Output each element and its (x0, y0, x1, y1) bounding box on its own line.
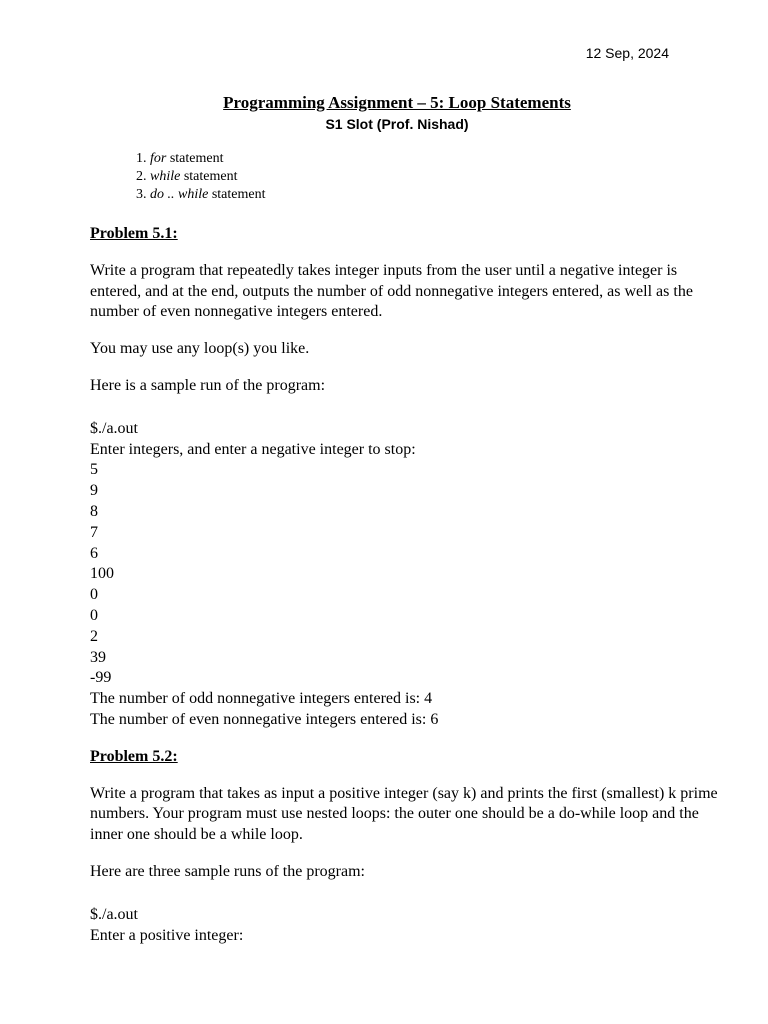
problem-2-description: Write a program that takes as input a positive integer (say k) and prints the first (smallest) k prime numbers. Your program must use nested loops: the outer one should be a do-while loop and the inner one should be a while loop. (90, 784, 718, 844)
document-date: 12 Sep, 2024 (585, 45, 669, 61)
sample-line: 100 (90, 565, 114, 583)
list-item-keyword: do .. while (150, 187, 209, 202)
list-item (136, 168, 266, 186)
list-item-text: statement (166, 151, 224, 166)
problem-1-sample-run (90, 419, 720, 731)
sample-line: Enter integers, and enter a negative integer to stop: (90, 440, 416, 458)
list-item-number: 2. (136, 169, 147, 184)
document-subtitle: S1 Slot (Prof. Nishad) (325, 116, 469, 132)
problem-2-heading: Problem 5.2: (90, 747, 178, 765)
problem-2-sample-intro: Here are three sample runs of the program: (90, 862, 365, 880)
list-item (136, 186, 266, 204)
list-item (136, 150, 266, 168)
document-title: Programming Assignment – 5: Loop Statements (223, 93, 571, 112)
sample-line: 2 (90, 627, 98, 645)
sample-line: 0 (90, 606, 98, 624)
sample-line: -99 (90, 669, 112, 687)
document-body (90, 224, 720, 946)
list-item-keyword: while (150, 169, 181, 184)
sample-line: $./a.out (90, 419, 138, 437)
list-item-number: 1. (136, 151, 147, 166)
sample-line: $./a.out (90, 905, 138, 923)
list-item-text: statement (208, 187, 266, 202)
sample-line: 0 (90, 586, 98, 604)
problem-2-sample-run (90, 905, 720, 947)
sample-line: 8 (90, 502, 98, 520)
list-item-text: statement (180, 169, 238, 184)
problem-1-sample-intro: Here is a sample run of the program: (90, 376, 326, 394)
problem-1-note: You may use any loop(s) you like. (90, 340, 310, 358)
sample-line: The number of odd nonnegative integers entered is: 4 (90, 690, 433, 708)
sample-line: 5 (90, 461, 98, 479)
list-item-number: 3. (136, 187, 147, 202)
problem-1-heading: Problem 5.1: (90, 225, 178, 242)
sample-line: 6 (90, 544, 98, 562)
loop-types-list (136, 150, 266, 204)
sample-line: The number of even nonnegative integers entered is: 6 (90, 710, 439, 728)
list-item-keyword: for (150, 151, 167, 166)
sample-line: Enter a positive integer: (90, 926, 244, 944)
problem-1-description: Write a program that repeatedly takes integer inputs from the user until a negative integer is entered, and at the end, outputs the number of odd nonnegative integers entered, as well as the number of even nonnegative integers entered. (90, 261, 693, 321)
sample-line: 7 (90, 523, 98, 541)
sample-line: 9 (90, 482, 98, 500)
sample-line: 39 (90, 648, 106, 666)
